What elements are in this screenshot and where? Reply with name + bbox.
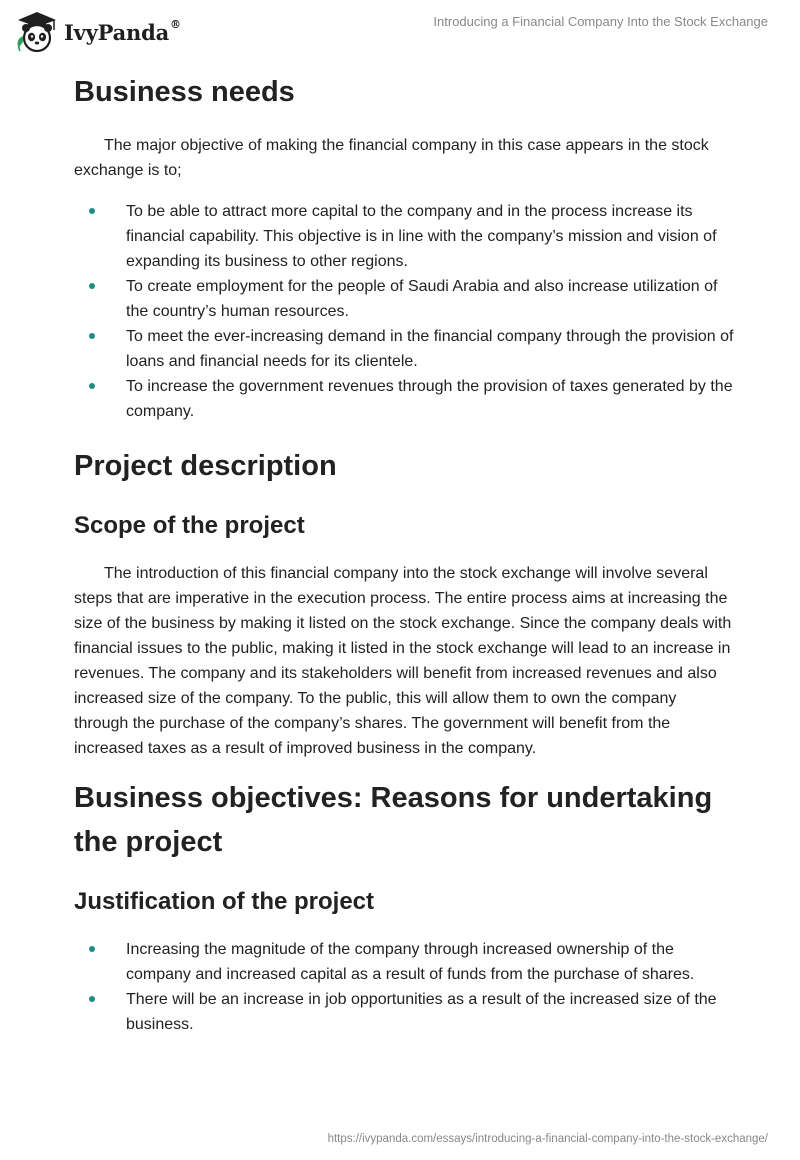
heading-project-description: Project description: [74, 450, 337, 482]
bullet-icon: [89, 996, 95, 1002]
paragraph-business-needs-intro: The major objective of making the financial company in this case appears in the stock exchange is to;: [74, 137, 709, 179]
list-item: To be able to attract more capital to the company and in the process increase its financial capability. This objective is in line with the company’s mission and vision of expanding its business to other regions.: [74, 199, 734, 274]
document-body: [74, 70, 734, 1037]
list-item: To meet the ever-increasing demand in the financial company through the provision of loans and financial needs for its clientele.: [74, 324, 734, 374]
bullet-icon: [89, 208, 95, 214]
list-item: There will be an increase in job opportunities as a result of the increased size of the business.: [74, 987, 734, 1037]
footer-url-link[interactable]: https://ivypanda.com/essays/introducing-a-financial-company-into-the-stock-exchange/: [327, 1133, 768, 1145]
justification-list: [74, 937, 734, 1037]
list-item: To increase the government revenues through the provision of taxes generated by the company.: [74, 374, 734, 424]
logo-wordmark: IvyPanda®: [64, 17, 181, 45]
business-needs-list: [74, 199, 734, 424]
heading-business-needs: Business needs: [74, 76, 295, 108]
list-item: Increasing the magnitude of the company through increased ownership of the company and increased capital as a result of funds from the purchase of shares.: [74, 937, 734, 987]
page-header: [0, 0, 800, 64]
bullet-icon: [89, 333, 95, 339]
heading-scope: Scope of the project: [74, 512, 305, 539]
heading-business-objectives: Business objectives: Reasons for undertaking the project: [74, 782, 713, 858]
list-item: To create employment for the people of Saudi Arabia and also increase utilization of the country’s human resources.: [74, 274, 734, 324]
bullet-icon: [89, 283, 95, 289]
bullet-icon: [89, 946, 95, 952]
paragraph-scope: The introduction of this financial company into the stock exchange will involve several steps that are imperative in the execution process. The entire process aims at increasing the size of the business by making it listed on the stock exchange. Since the company deals with financial issues to the public, making it listed in the stock exchange will lead to an increase in revenues. The company and its stakeholders will benefit from increased revenues and also increased size of the company. To the public, this will allow them to own the company through the purchase of the company’s shares. The government will benefit from the increased taxes as a result of improved business in the company.: [74, 565, 732, 757]
panda-graduate-icon: [14, 9, 60, 55]
bullet-icon: [89, 383, 95, 389]
heading-justification: Justification of the project: [74, 888, 375, 915]
ivypanda-logo[interactable]: [14, 8, 181, 56]
document-title: Introducing a Financial Company Into the Stock Exchange: [433, 14, 768, 29]
